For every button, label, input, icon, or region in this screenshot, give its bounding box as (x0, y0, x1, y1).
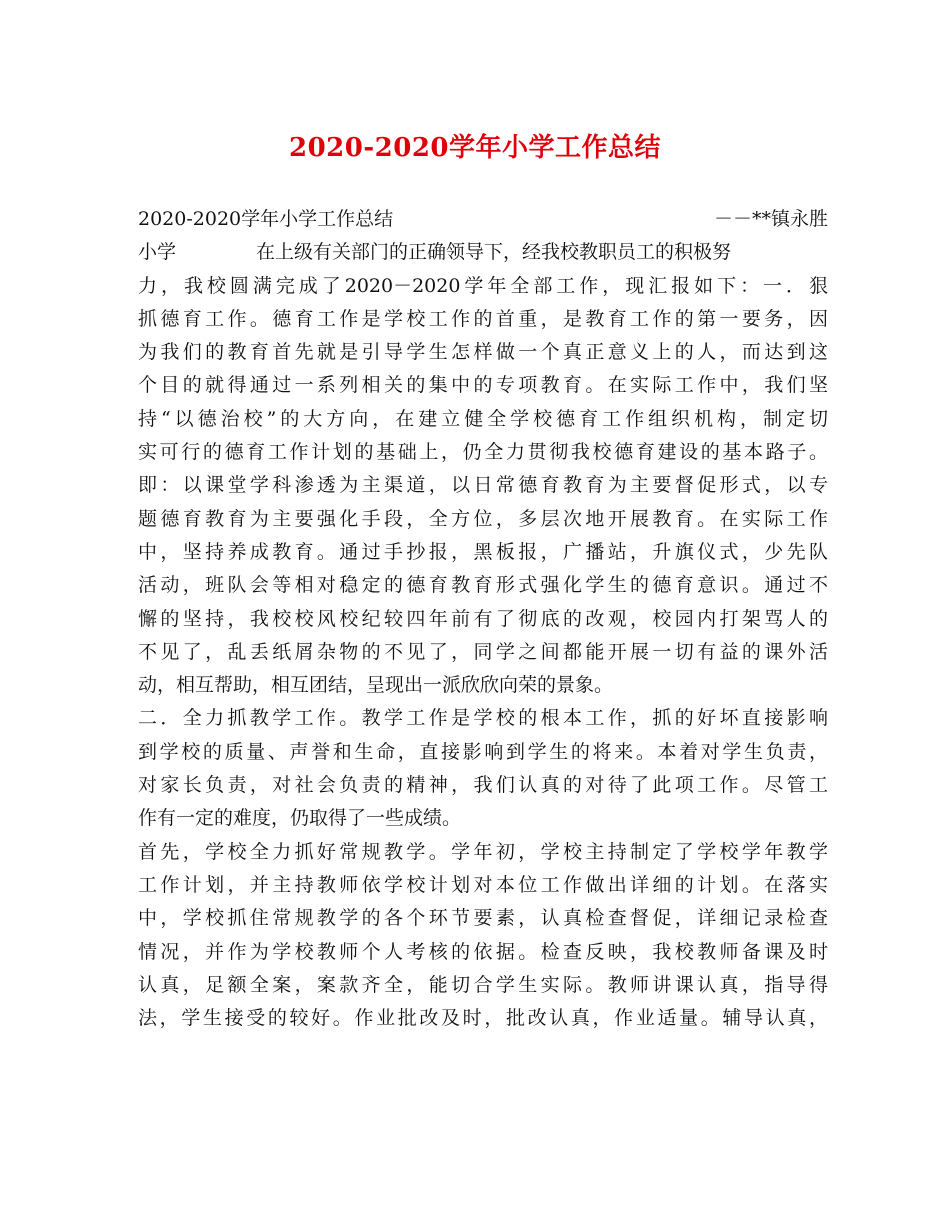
body-line: 题德育教育为主要强化手段，全方位，多层次地开展教育。在实际工作 (138, 507, 828, 530)
body-line: 情况，并作为学校教师个人考核的依据。检查反映，我校教师备课及时 (138, 940, 828, 963)
line2-main-text: 在上级有关部门的正确领导下，经我校教职员工的积极努 (256, 241, 732, 264)
body-line: 个目的就得通过一系列相关的集中的专项教育。在实际工作中，我们坚 (138, 374, 828, 397)
header-line (138, 203, 828, 236)
body-line: 不见了，乱丢纸屑杂物的不见了，同学之间都能开展一切有益的课外活 (138, 640, 828, 663)
body-line (138, 236, 828, 269)
body-line: 动，相互帮助，相互团结，呈现出一派欣欣向荣的景象。 (138, 674, 614, 697)
body-line: 抓德育工作。德育工作是学校工作的首重，是教育工作的第一要务，因 (138, 307, 828, 330)
body-line: 中，学校抓住常规教学的各个环节要素，认真检查督促，详细记录检查 (138, 907, 828, 930)
body-line: 作有一定的难度，仍取得了一些成绩。 (138, 807, 462, 830)
document-title: 2020-2020学年小学工作总结 (288, 133, 662, 163)
body-line: 懈的坚持，我校校风校纪较四年前有了彻底的改观，校园内打架骂人的 (138, 607, 828, 630)
document-body (138, 203, 828, 1035)
body-line: 持“以德治校”的大方向，在建立健全学校德育工作组织机构，制定切 (138, 407, 828, 430)
header-left-text: 2020-2020学年小学工作总结 (138, 208, 394, 230)
line2-left-text: 小学 (138, 241, 177, 264)
body-line: 二．全力抓教学工作。教学工作是学校的根本工作，抓的好坏直接影响 (138, 707, 828, 730)
body-line: 中，坚持养成教育。通过手抄报，黑板报，广播站，升旗仪式，少先队 (138, 540, 828, 563)
header-right-text: －－**镇永胜 (713, 208, 828, 230)
body-line: 力，我校圆满完成了2020－2020学年全部工作，现汇报如下：一．狠 (138, 274, 828, 297)
body-line: 认真，足额全案，案款齐全，能切合学生实际。教师讲课认真，指导得 (138, 973, 828, 996)
body-line: 实可行的德育工作计划的基础上，仍全力贯彻我校德育建设的基本路子。 (138, 441, 828, 464)
body-line: 对家长负责，对社会负责的精神，我们认真的对待了此项工作。尽管工 (138, 774, 828, 797)
body-line: 工作计划，并主持教师依学校计划对本位工作做出详细的计划。在落实 (138, 873, 828, 896)
body-line: 到学校的质量、声誉和生命，直接影响到学生的将来。本着对学生负责， (138, 740, 828, 763)
body-line: 法，学生接受的较好。作业批改及时，批改认真，作业适量。辅导认真， (138, 1007, 828, 1030)
body-line: 即：以课堂学科渗透为主渠道，以日常德育教育为主要督促形式，以专 (138, 474, 828, 497)
body-line: 为我们的教育首先就是引导学生怎样做一个真正意义上的人，而达到这 (138, 341, 828, 364)
body-line: 活动，班队会等相对稳定的德育教育形式强化学生的德育意识。通过不 (138, 574, 828, 597)
body-line: 首先，学校全力抓好常规教学。学年初，学校主持制定了学校学年教学 (138, 840, 828, 863)
